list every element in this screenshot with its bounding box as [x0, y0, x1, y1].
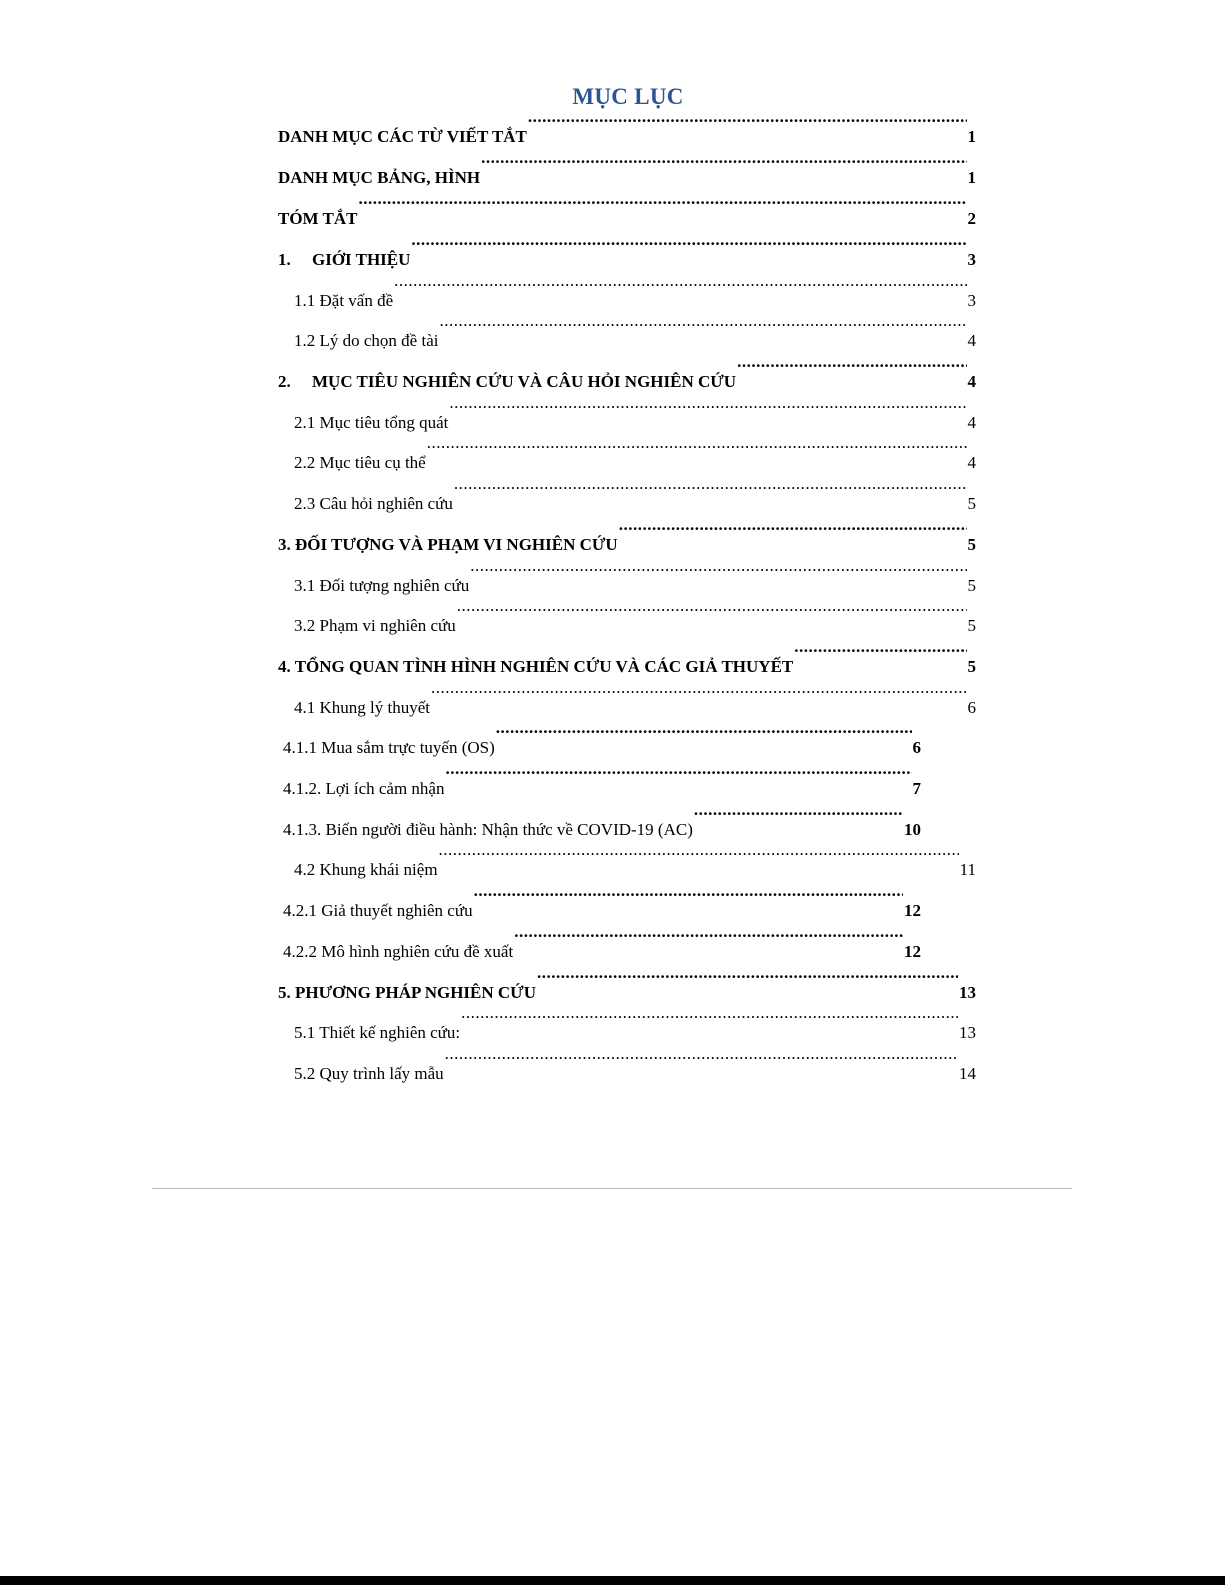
toc-entry-scope[interactable] — [278, 516, 976, 554]
dot-leader — [457, 597, 967, 631]
dot-leader — [537, 964, 958, 998]
toc-entry-5-2[interactable] — [294, 1045, 976, 1083]
toc-entry-number: 2. — [278, 372, 291, 391]
toc-entry-page: 5 — [967, 494, 976, 513]
toc-entry-page: 4 — [967, 372, 976, 391]
dot-leader — [474, 882, 903, 916]
toc-entry-page: 7 — [912, 779, 921, 798]
toc-entry-label: TÓM TẮT — [278, 209, 358, 228]
toc-entry-summary[interactable] — [278, 190, 976, 228]
dot-leader — [528, 108, 967, 142]
page-separator-line — [152, 1188, 1072, 1189]
dot-leader — [737, 353, 966, 387]
toc-entry-label: 4.2.1 Giả thuyết nghiên cứu — [283, 901, 473, 920]
toc-entry-page: 10 — [904, 820, 921, 839]
dot-leader — [461, 1004, 958, 1038]
toc-entry-methodology[interactable] — [278, 964, 976, 1002]
toc-entry-abbreviations[interactable] — [278, 108, 976, 146]
dot-leader — [394, 272, 966, 306]
toc-entry-page: 12 — [904, 901, 921, 920]
toc-entry-objectives[interactable] — [278, 353, 976, 391]
dot-leader — [449, 394, 966, 428]
dot-leader — [514, 923, 903, 957]
toc-entry-2-2[interactable] — [294, 434, 976, 472]
toc-entry-label: 4.1.3. Biến người điều hành: Nhận thức về COVID-19 (AC) — [283, 820, 693, 839]
toc-entry-label: 5.1 Thiết kế nghiên cứu: — [294, 1023, 461, 1042]
toc-entry-label: 5.2 Quy trình lấy mẫu — [294, 1064, 444, 1083]
toc-entry-2-3[interactable] — [294, 475, 976, 513]
dot-leader — [694, 801, 903, 835]
toc-entry-3-1[interactable] — [294, 557, 976, 595]
toc-entry-label: 3. ĐỐI TƯỢNG VÀ PHẠM VI NGHIÊN CỨU — [278, 535, 618, 554]
toc-entry-page: 6 — [967, 698, 976, 717]
toc-entry-page: 5 — [967, 657, 976, 676]
toc-entry-page: 6 — [912, 738, 921, 757]
toc-entry-label: 4.1 Khung lý thuyết — [294, 698, 430, 717]
toc-entry-page: 14 — [959, 1064, 976, 1083]
toc-entry-page: 3 — [967, 250, 976, 269]
toc-entry-label: 3.1 Đối tượng nghiên cứu — [294, 576, 470, 595]
dot-leader — [470, 557, 966, 591]
toc-entry-label: 3.2 Phạm vi nghiên cứu — [294, 616, 456, 635]
toc-entry-2-1[interactable] — [294, 394, 976, 432]
dot-leader — [445, 760, 911, 794]
toc-entry-label: 4.1.1 Mua sắm trực tuyến (OS) — [283, 738, 495, 757]
toc-entry-literature-review[interactable] — [278, 638, 976, 676]
dot-leader — [619, 516, 967, 550]
toc-entry-page: 5 — [967, 576, 976, 595]
toc-entry-4-2-2[interactable] — [283, 923, 921, 961]
toc-entry-4-2[interactable] — [294, 841, 976, 879]
toc-entry-page: 4 — [967, 413, 976, 432]
dot-leader — [481, 149, 966, 183]
toc-entry-page: 13 — [959, 983, 976, 1002]
dot-leader — [411, 231, 966, 265]
dot-leader — [445, 1045, 958, 1079]
toc-entry-4-1[interactable] — [294, 679, 976, 717]
dot-leader — [431, 679, 967, 713]
toc-entry-page: 12 — [904, 942, 921, 961]
toc-entry-label: 2.2 Mục tiêu cụ thể — [294, 453, 426, 472]
toc-entry-label: 2.1 Mục tiêu tổng quát — [294, 413, 449, 432]
toc-entry-page: 2 — [967, 209, 976, 228]
toc-entry-label: DANH MỤC CÁC TỪ VIẾT TẮT — [278, 127, 527, 146]
toc-entry-page: 1 — [967, 127, 976, 146]
toc-entry-3-2[interactable] — [294, 597, 976, 635]
toc-entry-label: 5. PHƯƠNG PHÁP NGHIÊN CỨU — [278, 983, 536, 1002]
toc-entry-5-1[interactable] — [294, 1004, 976, 1042]
toc-entry-label: 4.1.2. Lợi ích cảm nhận — [283, 779, 445, 798]
toc-entry-page: 13 — [959, 1023, 976, 1042]
toc-entry-1-2[interactable] — [294, 312, 976, 350]
toc-entry-label: 4.2 Khung khái niệm — [294, 860, 438, 879]
toc-entry-number: 1. — [278, 250, 291, 269]
toc-entry-label: GIỚI THIỆU — [312, 250, 411, 269]
toc-entry-tables-figures[interactable] — [278, 149, 976, 187]
dot-leader — [359, 190, 967, 224]
toc-entry-1-1[interactable] — [294, 272, 976, 310]
dot-leader — [439, 312, 966, 346]
toc-entry-page: 5 — [967, 535, 976, 554]
dot-leader — [439, 841, 959, 875]
toc-entry-label: 2.3 Câu hỏi nghiên cứu — [294, 494, 453, 513]
toc-entry-label: 1.1 Đặt vấn đề — [294, 291, 394, 310]
toc-entry-page: 11 — [959, 860, 976, 879]
toc-entry-label: 4. TỔNG QUAN TÌNH HÌNH NGHIÊN CỨU VÀ CÁC GIẢ THUYẾT — [278, 657, 794, 676]
toc-entry-label: 1.2 Lý do chọn đề tài — [294, 331, 439, 350]
toc-entry-page: 1 — [967, 168, 976, 187]
dot-leader — [427, 434, 967, 468]
dot-leader — [496, 719, 912, 753]
toc-entry-page: 4 — [967, 453, 976, 472]
toc-entry-page: 3 — [967, 291, 976, 310]
toc-entry-4-2-1[interactable] — [283, 882, 921, 920]
dot-leader — [794, 638, 966, 672]
toc-entry-page: 5 — [967, 616, 976, 635]
toc-entry-4-1-1[interactable] — [283, 719, 921, 757]
toc-entry-introduction[interactable] — [278, 231, 976, 269]
dot-leader — [454, 475, 967, 509]
toc-entry-label: 4.2.2 Mô hình nghiên cứu đề xuất — [283, 942, 514, 961]
bottom-edge-bar — [0, 1576, 1225, 1585]
toc-title: MỤC LỤC — [572, 84, 684, 109]
toc-entry-label: MỤC TIÊU NGHIÊN CỨU VÀ CÂU HỎI NGHIÊN CỨU — [312, 372, 737, 391]
toc-entry-label: DANH MỤC BẢNG, HÌNH — [278, 168, 481, 187]
toc-entry-4-1-2[interactable] — [283, 760, 921, 798]
toc-entry-4-1-3[interactable] — [283, 801, 921, 839]
toc-entry-page: 4 — [967, 331, 976, 350]
